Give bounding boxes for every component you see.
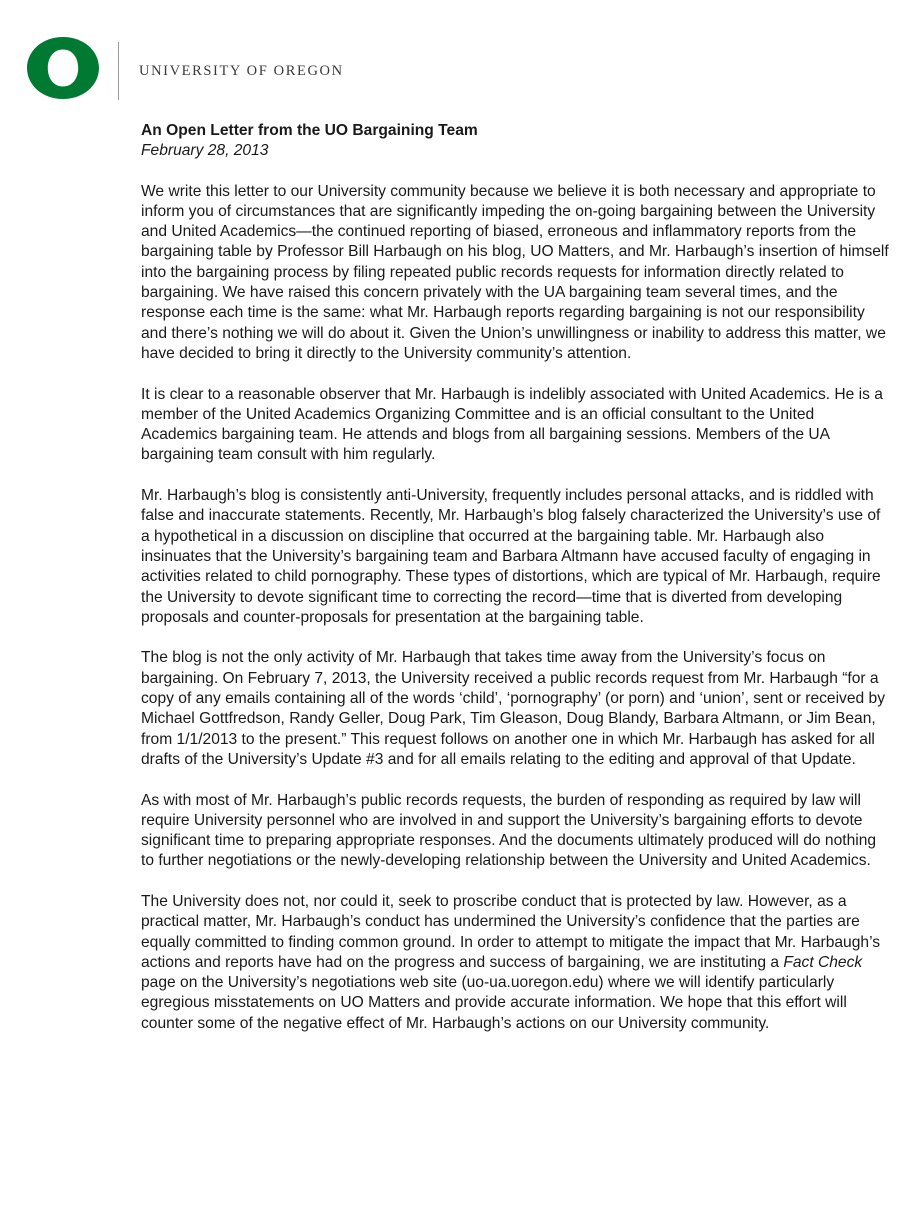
letter-date: February 28, 2013	[141, 142, 269, 160]
letterhead-divider	[118, 42, 119, 100]
university-name: UNIVERSITY OF OREGON	[139, 63, 344, 79]
uo-o-logo-icon	[27, 37, 99, 99]
paragraph-3: Mr. Harbaugh’s blog is consistently anti-University, frequently includes personal attacks, and is riddled with false and inaccurate statements. Recently, Mr. Harbaugh’s blog falsely characterized the University’s use of a hypothetical in a discussion on discipline that occurred at the bargaining table. Mr. Harbaugh also insinuates that the University’s bargaining team and Barbara Altmann have accused faculty of engaging in activities related to child pornography. These types of distortions, which are typical of Mr. Harbaugh, require the University to devote significant time to correcting the record—time that is diverted from developing proposals and counter-proposals for presentation at the bargaining table.	[141, 487, 881, 626]
paragraph-6-text-after: page on the University’s negotiations web site (uo-ua.uoregon.edu) where we will identify particularly egregious misstatements on UO Matters and provide accurate information. We hope that this effort will counter some of the negative effect of Mr. Harbaugh’s actions on our University community.	[141, 974, 847, 1032]
letter-title: An Open Letter from the UO Bargaining Team	[141, 122, 478, 139]
letterhead	[0, 0, 918, 110]
paragraph-6-text-before: The University does not, nor could it, seek to proscribe conduct that is protected by law. However, as a practical matter, Mr. Harbaugh’s conduct has undermined the University’s confidence that the parties are equally committed to finding common ground. In order to attempt to mitigate the impact that Mr. Harbaugh’s actions and reports have had on the progress and success of bargaining, we are instituting a	[141, 892, 881, 971]
paragraph-2: It is clear to a reasonable observer that Mr. Harbaugh is indelibly associated with United Academics. He is a member of the United Academics Organizing Committee and is an official consultant to the United Academics bargaining team. He attends and blogs from all bargaining sessions. Members of the UA bargaining team consult with him regularly.	[141, 385, 883, 464]
paragraph-1: We write this letter to our University community because we believe it is both necessary and appropriate to inform you of circumstances that are significantly impeding the on-going bargaining between the University and United Academics—the continued reporting of biased, erroneous and inflammatory reports from the bargaining table by Professor Bill Harbaugh on his blog, UO Matters, and Mr. Harbaugh’s insertion of himself into the bargaining process by filing repeated public records requests for information directly related to bargaining. We have raised this concern privately with the UA bargaining team several times, and the response each time is the same: what Mr. Harbaugh reports regarding bargaining is not our responsibility and there’s nothing we will do about it. Given the Union’s unwillingness or inability to address this matter, we have decided to bring it directly to the University community’s attention.	[141, 182, 889, 362]
fact-check-emphasis: Fact Check	[783, 953, 863, 971]
paragraph-5: As with most of Mr. Harbaugh’s public records requests, the burden of responding as required by law will require University personnel who are involved in and support the University’s bargaining efforts to devote significant time to preparing appropriate responses. And the documents ultimately produced will do nothing to further negotiations or the newly-developing relationship between the University and United Academics.	[141, 791, 877, 870]
paragraph-4: The blog is not the only activity of Mr. Harbaugh that takes time away from the University’s focus on bargaining. On February 7, 2013, the University received a public records request from Mr. Harbaugh “for a copy of any emails containing all of the words ‘child’, ‘pornography’ (or porn) and ‘union’, sent or received by Michael Gottfredson, Randy Geller, Doug Park, Tim Gleason, Doug Blandy, Barbara Altmann, or Jim Bean, from 1/1/2013 to the present.” This request follows on another one in which Mr. Harbaugh has asked for all drafts of the University’s Update #3 and for all emails relating to the editing and approval of that Update.	[141, 649, 885, 768]
letter-body	[141, 121, 891, 1034]
paragraph-6	[141, 892, 891, 1034]
